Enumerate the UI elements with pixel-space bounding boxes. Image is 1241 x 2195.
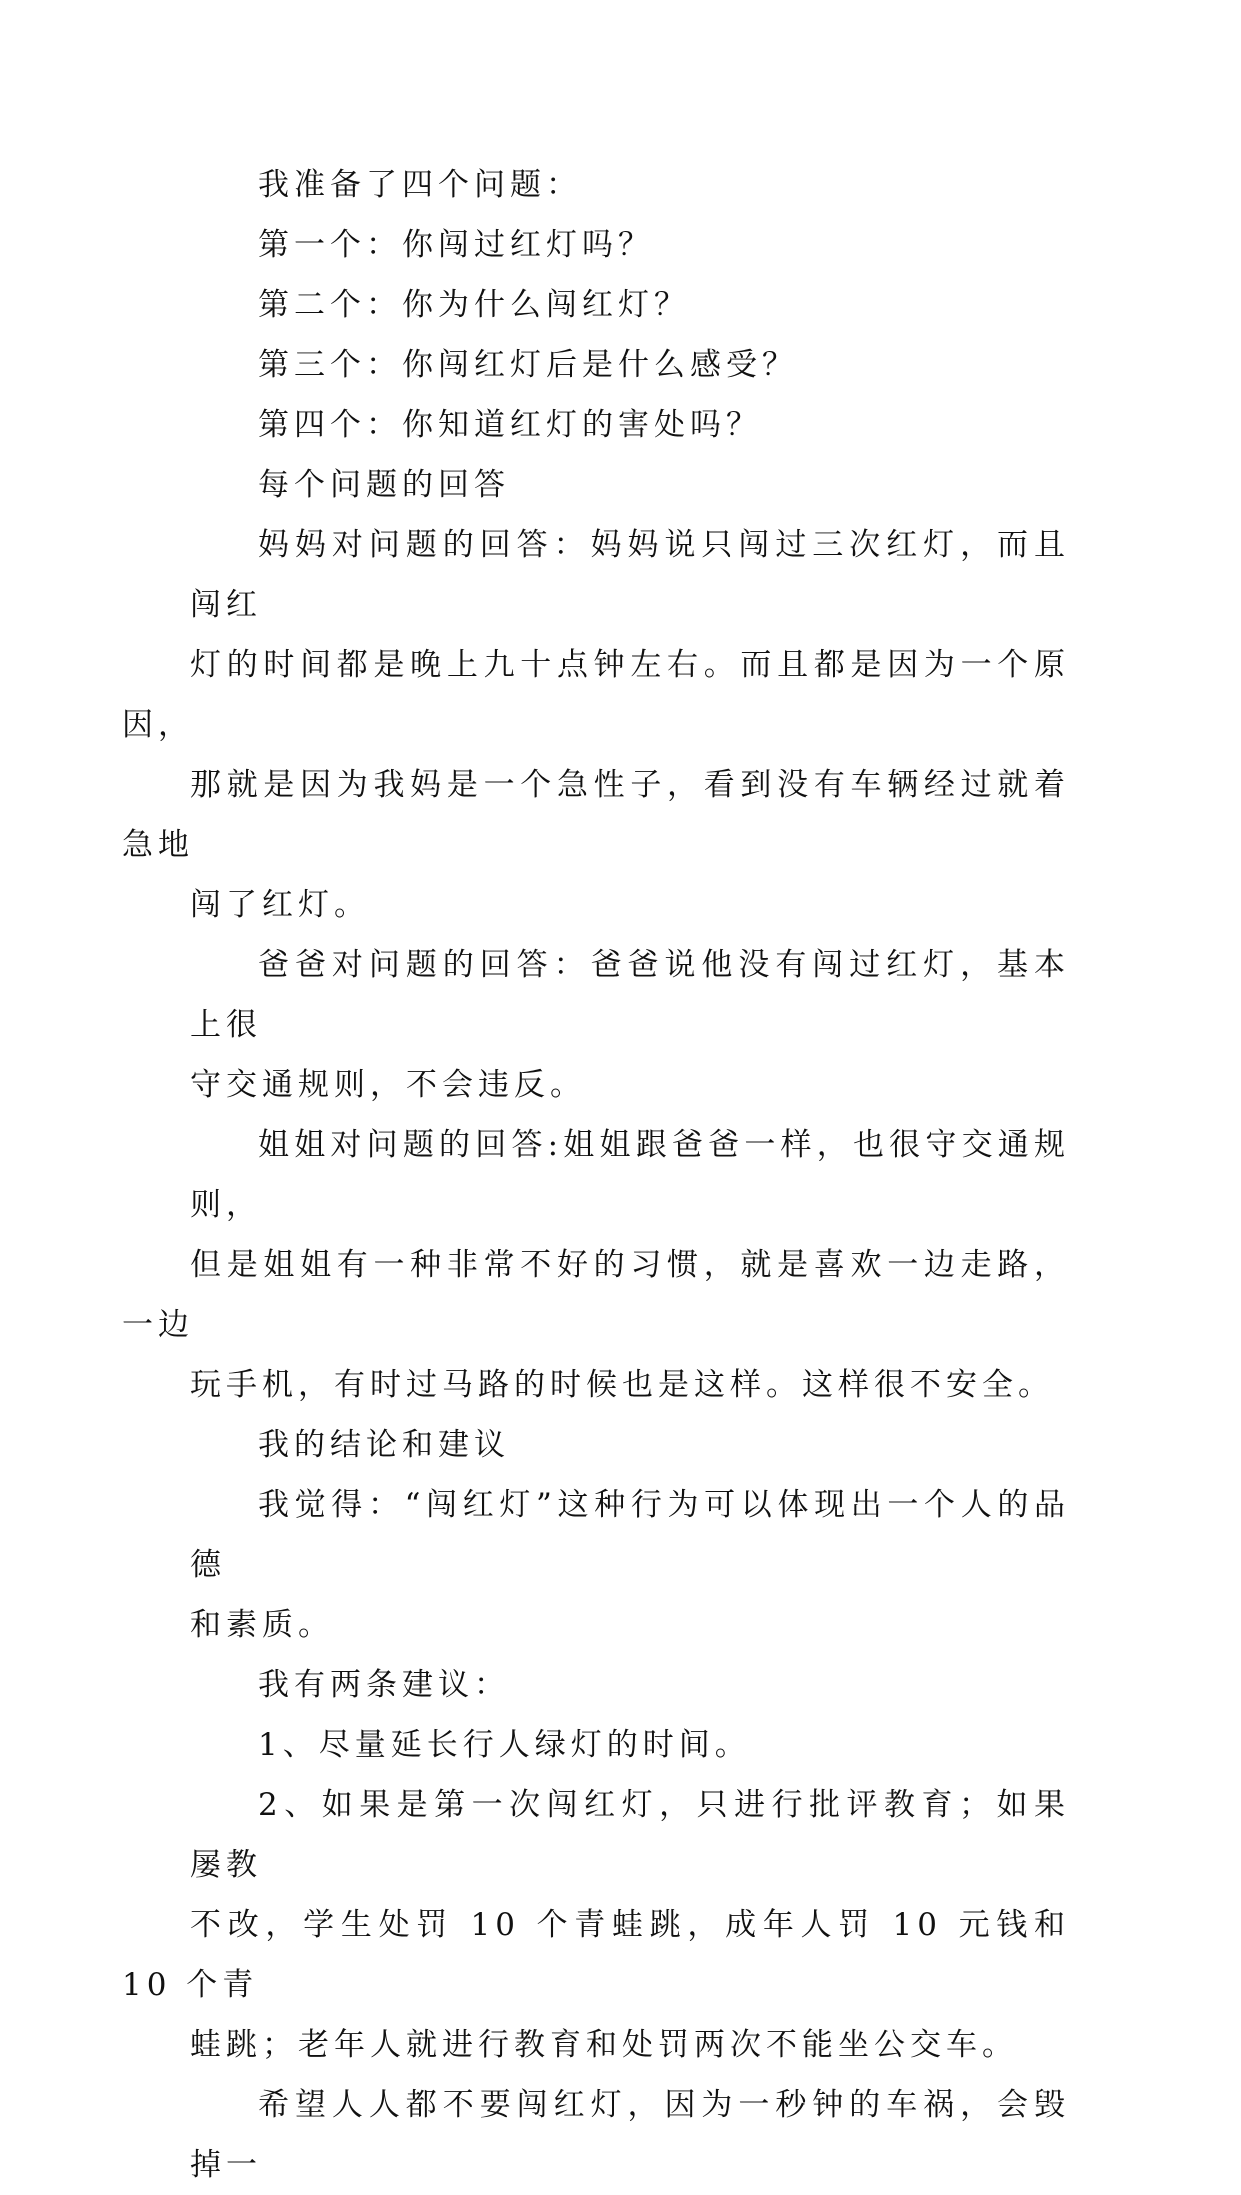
paragraph-closing (190, 2075, 1070, 2195)
text-line: 那就是因为我妈是一个急性子，看到没有车辆经过就着急地 (122, 767, 1070, 863)
paragraph-question-1 (190, 215, 1070, 275)
document-body (122, 155, 1070, 2195)
text-line: 我的结论和建议 (258, 1427, 510, 1463)
paragraph-suggestion-2 (122, 1775, 1070, 2075)
text-line: 我有两条建议： (258, 1667, 510, 1703)
text-line: 第三个：你闯红灯后是什么感受？ (258, 347, 798, 383)
text-line: 希望人人都不要闯红灯，因为一秒钟的车祸，会毁掉一 (190, 2087, 1070, 2183)
paragraph-suggestions-intro (190, 1655, 1070, 1715)
text-line: 但是姐姐有一种非常不好的习惯，就是喜欢一边走路，一边 (122, 1247, 1070, 1343)
text-line: 第二个：你为什么闯红灯？ (258, 287, 690, 323)
section-heading-conclusion (190, 1415, 1070, 1475)
paragraph-questions-intro (190, 155, 1070, 215)
text-line: 我觉得：“闯红灯”这种行为可以体现出一个人的品德 (190, 1487, 1070, 1583)
paragraph-mom-answer (122, 515, 1070, 935)
text-line: 爸爸对问题的回答：爸爸说他没有闯过红灯，基本上很 (190, 947, 1070, 1043)
paragraph-question-3 (190, 335, 1070, 395)
text-line: 我准备了四个问题： (258, 167, 582, 203)
paragraph-question-4 (190, 395, 1070, 455)
paragraph-suggestion-1 (190, 1715, 1070, 1775)
text-line: 灯的时间都是晚上九十点钟左右。而且都是因为一个原因， (122, 647, 1070, 743)
paragraph-conclusion (190, 1475, 1070, 1655)
paragraph-sister-answer (122, 1115, 1070, 1415)
text-line: 2、如果是第一次闯红灯，只进行批评教育；如果屡教 (190, 1787, 1070, 1883)
text-line: 第一个：你闯过红灯吗？ (258, 227, 654, 263)
text-line: 守交通规则，不会违反。 (190, 1067, 586, 1103)
text-line: 闯了红灯。 (190, 887, 370, 923)
text-line: 1、尽量延长行人绿灯的时间。 (258, 1727, 751, 1763)
text-line: 每个问题的回答 (258, 467, 510, 503)
text-line: 姐姐对问题的回答:姐姐跟爸爸一样，也很守交通规则， (190, 1127, 1070, 1223)
section-heading-answers (190, 455, 1070, 515)
text-line: 不改，学生处罚 10 个青蛙跳，成年人罚 10 元钱和 10 个青 (122, 1907, 1070, 2003)
text-line: 和素质。 (190, 1607, 334, 1643)
paragraph-question-2 (190, 275, 1070, 335)
text-line: 第四个：你知道红灯的害处吗？ (258, 407, 762, 443)
text-line: 妈妈对问题的回答：妈妈说只闯过三次红灯，而且闯红 (190, 527, 1070, 623)
text-line: 蛙跳；老年人就进行教育和处罚两次不能坐公交车。 (190, 2027, 1018, 2063)
paragraph-dad-answer (190, 935, 1070, 1115)
text-line: 玩手机，有时过马路的时候也是这样。这样很不安全。 (190, 1367, 1054, 1403)
